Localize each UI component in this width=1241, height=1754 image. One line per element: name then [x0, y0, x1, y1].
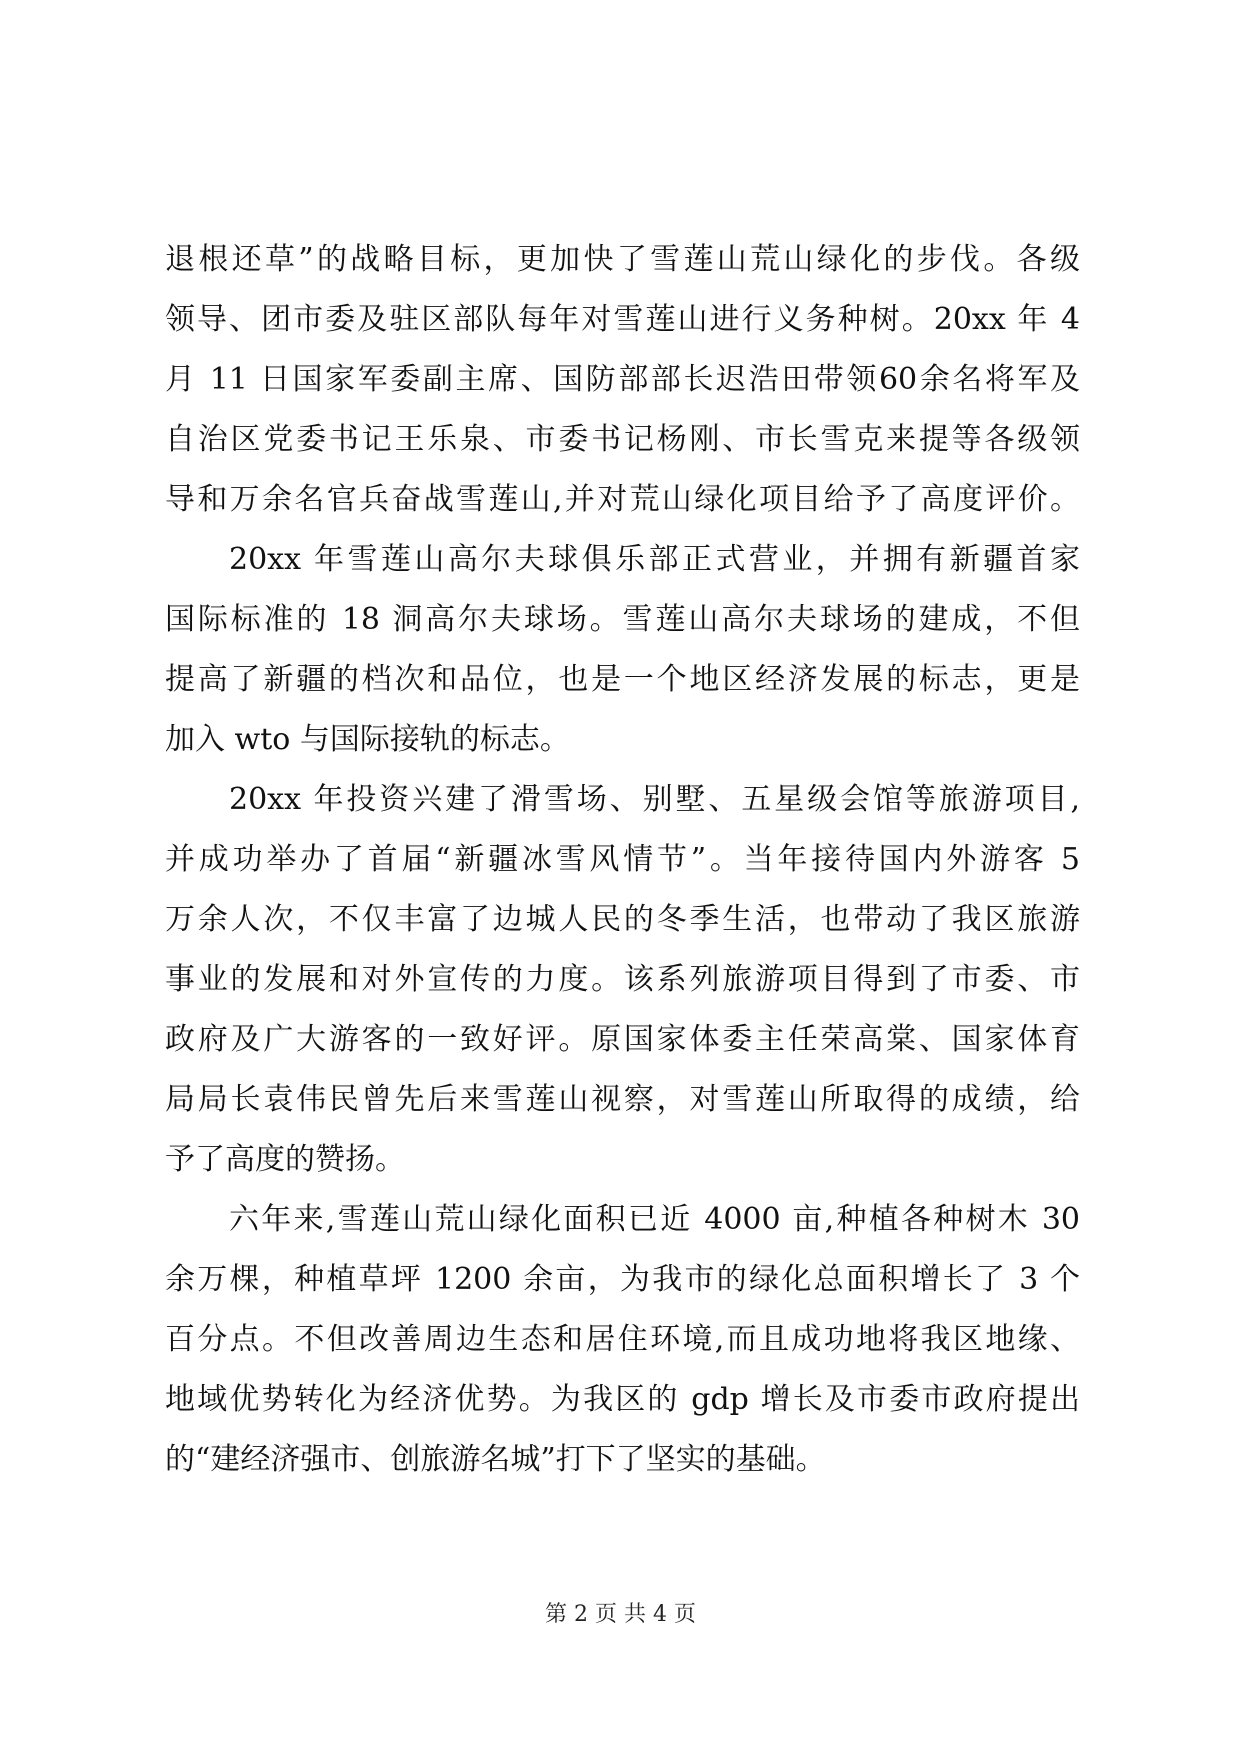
paragraph-end-line: 加入 wto 与国际接轨的标志。	[165, 722, 570, 757]
paragraph-start-line: 六年来,雪莲山荒山绿化面积已近 4000 亩,种植各种树木 30	[229, 1202, 1080, 1237]
paragraph-end-line: 予了高度的赞扬。	[165, 1142, 405, 1177]
text-line: 政府及广大游客的一致好评。原国家体委主任荣高棠、国家体育	[165, 1022, 1080, 1057]
text-line: 退根还草”的战略目标，更加快了雪莲山荒山绿化的步伐。各级	[165, 242, 1080, 277]
text-line: 提高了新疆的档次和品位，也是一个地区经济发展的标志，更是	[165, 662, 1080, 697]
text-line: 领导、团市委及驻区部队每年对雪莲山进行义务种树。20xx 年 4	[165, 302, 1080, 337]
paragraph-start-line: 20xx 年投资兴建了滑雪场、别墅、五星级会馆等旅游项目,	[229, 782, 1080, 817]
text-line: 自治区党委书记王乐泉、市委书记杨刚、市长雪克来提等各级领	[165, 422, 1080, 457]
text-line: 月 11 日国家军委副主席、国防部部长迟浩田带领60余名将军及	[165, 362, 1080, 397]
text-line: 余万棵，种植草坪 1200 余亩，为我市的绿化总面积增长了 3 个	[165, 1262, 1080, 1297]
text-line: 并成功举办了首届“新疆冰雪风情节”。当年接待国内外游客 5	[165, 842, 1080, 877]
text-line: 导和万余名官兵奋战雪莲山,并对荒山绿化项目给予了高度评价。	[165, 482, 1080, 517]
text-line: 局局长袁伟民曾先后来雪莲山视察，对雪莲山所取得的成绩，给	[165, 1082, 1080, 1117]
text-line: 事业的发展和对外宣传的力度。该系列旅游项目得到了市委、市	[165, 962, 1080, 997]
paragraph-start-line: 20xx 年雪莲山高尔夫球俱乐部正式营业，并拥有新疆首家	[229, 542, 1080, 577]
page-number-footer: 第 2 页 共 4 页	[545, 1602, 696, 1627]
text-line: 万余人次，不仅丰富了边城人民的冬季生活，也带动了我区旅游	[165, 902, 1080, 937]
paragraph-end-line: 的“建经济强市、创旅游名城”打下了坚实的基础。	[165, 1442, 826, 1477]
document-body	[165, 230, 1080, 1490]
text-line: 国际标准的 18 洞高尔夫球场。雪莲山高尔夫球场的建成，不但	[165, 602, 1080, 637]
text-line: 地域优势转化为经济优势。为我区的 gdp 增长及市委市政府提出	[165, 1382, 1080, 1417]
text-line: 百分点。不但改善周边生态和居住环境,而且成功地将我区地缘、	[165, 1322, 1080, 1357]
